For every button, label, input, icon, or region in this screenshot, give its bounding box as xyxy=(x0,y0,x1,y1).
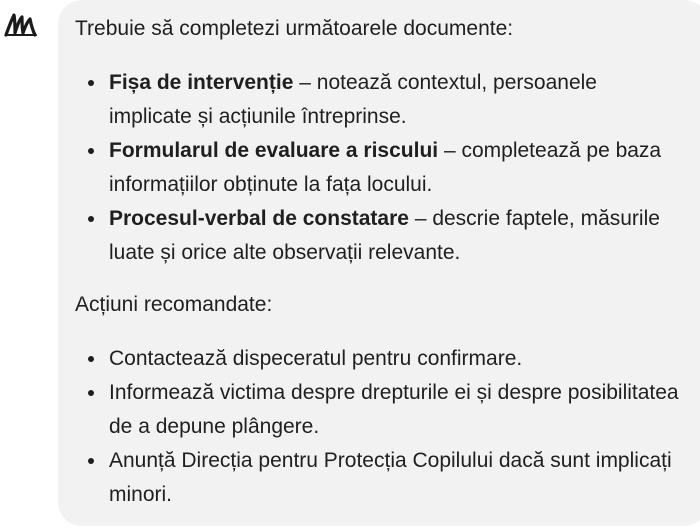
document-description: – descrie faptele, măsurile luate și orice alte observații relevante. xyxy=(109,207,660,264)
list-item: Informează victima despre drepturile ei și despre posibilitatea de a depune plângere. xyxy=(75,376,684,444)
list-item: Contactează dispeceratul pentru confirmare. xyxy=(75,342,684,376)
intro-text: Trebuie să completezi următoarele documente: xyxy=(75,17,514,40)
assistant-message-bubble xyxy=(58,0,700,526)
list-item xyxy=(75,66,684,134)
document-description: – notează contextul, persoanele implicate și acțiunile întreprinse. xyxy=(109,71,597,128)
list-item: Anunță Direcția pentru Protecția Copilului dacă sunt implicați minori. xyxy=(75,444,684,512)
list-item xyxy=(75,202,684,270)
document-name: Fișa de intervenție xyxy=(109,71,294,94)
actions-title: Acțiuni recomandate: xyxy=(75,293,273,316)
documents-list xyxy=(75,66,688,270)
document-name: Formularul de evaluare a riscului xyxy=(109,139,439,162)
list-item xyxy=(75,134,684,202)
document-description: – completează pe baza informațiilor obținute la fața locului. xyxy=(109,139,662,196)
actions-list xyxy=(75,342,688,512)
document-name: Procesul-verbal de constatare xyxy=(109,207,409,230)
assistant-logo-icon xyxy=(3,11,39,39)
